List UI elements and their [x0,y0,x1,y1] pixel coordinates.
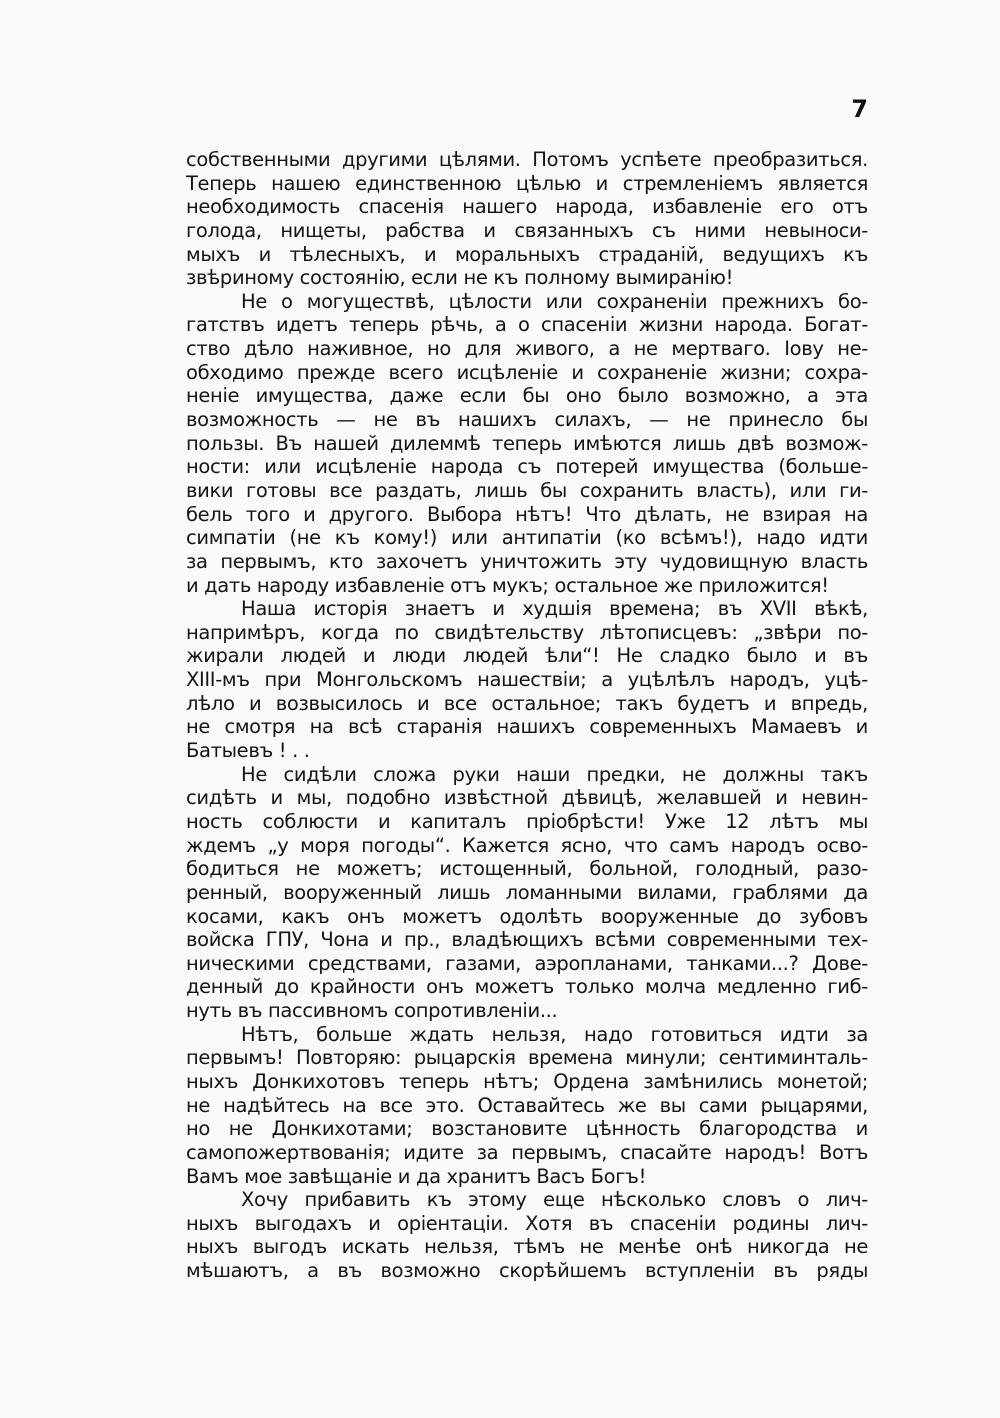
text-line: ническими средствами, газами, аэропланами, танками...? Дове- [186,951,868,975]
text-line: ныхъ выгодахъ и оріентаціи. Хотя въ спасеніи родины лич- [186,1211,868,1235]
text-line: пользы. Въ нашей дилеммѣ теперь имѣются лишь двѣ возмож- [186,431,868,455]
text-line: необходимость спасенія нашего народа, избавленіе его отъ [186,195,868,219]
text-line: вики готовы все раздать, лишь бы сохранить власть), или ги- [186,478,868,502]
text-line: ренный, вооруженный лишь ломанными вилами, граблями да [186,880,868,904]
text-line: ности: или исцѣленіе народа съ потерей имущества (больше- [186,455,868,479]
text-line: ждемъ „у моря погоды“. Кажется ясно, что самъ народъ осво- [186,833,868,857]
text-line: войска ГПУ, Чона и пр., владѣющихъ всѣми современными тех- [186,928,868,952]
text-line: Теперь нашею единственною цѣлью и стремленіемъ является [186,171,868,195]
text-line: мыхъ и тѣлесныхъ, и моральныхъ страданій, ведущихъ къ [186,242,868,266]
text-line: денный до крайности онъ можетъ только молча медленно гиб- [186,975,868,999]
paragraph-start-line: Хочу прибавить къ этому еще нѣсколько словъ о лич- [241,1188,868,1212]
text-line: гатствъ идетъ теперь рѣчь, а о спасеніи жизни народа. Богат- [186,313,868,337]
text-line: лѣло и возвысилось и все остальное; такъ будетъ и впредь, [186,691,868,715]
text-line: не смотря на всѣ старанія нашихъ современныхъ Мамаевъ и [186,715,868,739]
text-line: Батыевъ ! . . [186,739,310,763]
text-line: но не Донкихотами; возстановите цѣнность благородства и [186,1117,868,1141]
text-line: ныхъ выгодъ искать нельзя, тѣмъ не менѣе онѣ никогда не [186,1235,868,1259]
body-text [186,148,868,1283]
page-number: 7 [851,95,868,123]
text-line: Вамъ мое завѣщаніе и да хранитъ Васъ Богъ! [186,1164,647,1188]
paragraph-start-line: Наша исторія знаетъ и худшія времена; въ XVII вѣкѣ, [241,597,868,621]
text-line: ныхъ Донкихотовъ теперь нѣтъ; Ордена замѣнились монетой; [186,1069,868,1093]
text-line: мѣшаютъ, а въ возможно скорѣйшемъ вступленіи въ ряды [186,1259,868,1283]
text-line: симпатіи (не къ кому!) или антипатіи (ко всѣмъ!), надо идти [186,526,868,550]
text-line: бель того и другого. Выбора нѣтъ! Что дѣлать, не взирая на [186,502,868,526]
text-line: и дать народу избавленіе отъ мукъ; остальное же приложится! [186,573,829,597]
text-line: сидѣть и мы, подобно извѣстной дѣвицѣ, желавшей и невин- [186,786,868,810]
paragraph-start-line: Не сидѣли сложа руки наши предки, не должны такъ [241,762,868,786]
text-line: обходимо прежде всего исцѣленіе и сохраненіе жизни; сохра- [186,360,868,384]
text-line: собственными другими цѣлями. Потомъ успѣете преобразиться. [186,148,868,171]
text-line: ство дѣло наживное, но для живого, а не мертваго. Іову не- [186,337,868,361]
text-line: возможность — не въ нашихъ силахъ, — не принесло бы [186,408,868,432]
text-line: неніе имущества, даже если бы оно было возможно, а эта [186,384,868,408]
text-line: напримѣръ, когда по свидѣтельству лѣтописцевъ: „звѣри по- [186,620,868,644]
text-line: ность соблюсти и капиталъ пріобрѣсти! Уже 12 лѣтъ мы [186,809,868,833]
text-line: косами, какъ онъ можетъ одолѣть вооруженные до зубовъ [186,904,868,928]
text-line: первымъ! Повторяю: рыцарскія времена минули; сентиминталь- [186,1046,868,1070]
text-line: жирали людей и люди людей ѣли“! Не сладко было и въ [186,644,868,668]
text-line: голода, нищеты, рабства и связанныхъ съ ними невыноси- [186,218,868,242]
text-line: не надѣйтесь на все это. Оставайтесь же вы сами рыцарями, [186,1093,868,1117]
paragraph-start-line: Нѣтъ, больше ждать нельзя, надо готовиться идти за [241,1022,868,1046]
text-line: XIII-мъ при Монгольскомъ нашествіи; а уцѣлѣлъ народъ, уцѣ- [186,668,868,692]
text-line: самопожертвованія; идите за первымъ, спасайте народъ! Вотъ [186,1140,868,1164]
paragraph-start-line: Не о могуществѣ, цѣлости или сохраненіи прежнихъ бо- [241,289,868,313]
text-line: бодиться не можетъ; истощенный, больной, голодный, разо- [186,857,868,881]
text-line: нуть въ пассивномъ сопротивленіи... [186,999,558,1023]
text-line: звѣриному состоянію, если не къ полному вымиранію! [186,266,734,290]
text-line: за первымъ, кто захочетъ уничтожить эту чудовищную власть [186,549,868,573]
